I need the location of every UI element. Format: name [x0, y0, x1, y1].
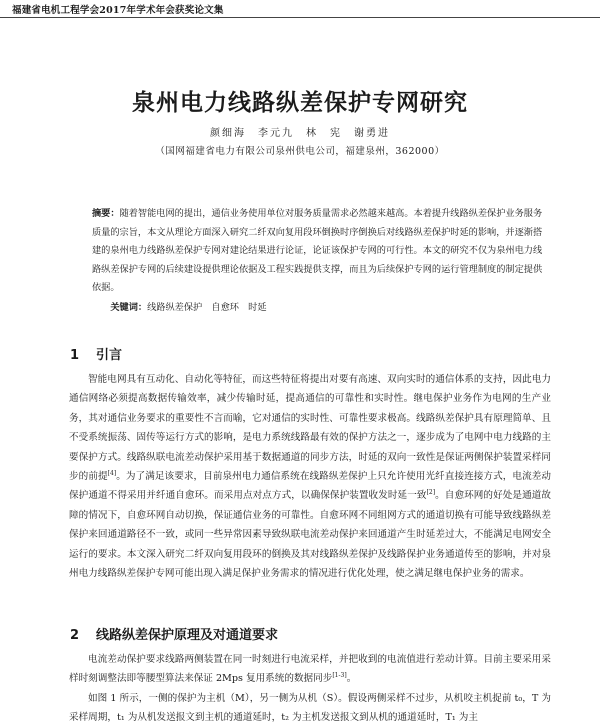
- intro-text-3: 。自愈环网的好处是通道故障的情况下，自愈环网自动切换，保证通信业务的可靠性。自愈环网不同组网方式的通道切换有可能导致线路纵差保护来回通道路径不一致，或同一些异常因素导致纵联电流差动保护来回通道产生时延差过大，不能满足电网安全运行的要求。本文深入研究二纤双向复用段环的倒换及其对线路纵差保护及线路保护业务通道传至的影响，并对泉州电力线路纵差保护专网可能出现入满足保护业务需求的情况进行优化处理，使之满足继电保护业务的需求。: [69, 490, 552, 580]
- intro-text-2: 。为了满足该要求，目前泉州电力通信系统在线路纵差保护上只允许使用光纤直接连接方式，电流差动保护通道不得采用并纤通自愈环。而采用点对点方式，以确保保护装置收发时延一致: [69, 471, 552, 502]
- section-title-text: 引言: [96, 348, 123, 363]
- section-title-text: 线路纵差保护原理及对通道要求: [96, 628, 279, 643]
- paper-title: 泉州电力线路纵差保护专网研究: [132, 89, 468, 116]
- section-number: 2: [70, 628, 80, 643]
- section-heading-principle: [70, 624, 278, 643]
- affiliation: （国网福建省电力有限公司泉州供电公司，福建泉州，362000）: [155, 146, 445, 157]
- running-header: 福建省电机工程学会2017年学术年会获奖论文集: [12, 5, 224, 16]
- principle-text-1: 电流差动保护要求线路两侧装置在同一时刻进行电流采样，并把收到的电流值进行差动计算。目前主要采用采样时刻调整法即等腰型算法来保证 2Mps 复用系统的数据同步: [69, 654, 551, 685]
- citation: [2]: [426, 489, 436, 497]
- citation: [4]: [107, 469, 117, 477]
- principle-paragraph-2: 如图 1 所示，一侧的保护为主机（M），另一侧为从机（S）。假设两侧采样不过步，从机咬主机捉前 t₀，T 为采样周期，t₁ 为从机发送报文到主机的通道延时，t₂ 为主机发送报文到从机的通道延时，T₁ 为主: [69, 693, 551, 724]
- principle-text-2: 。: [346, 673, 357, 685]
- principle-paragraph-1: [69, 650, 551, 689]
- keywords: [92, 299, 547, 313]
- intro-text-1: 智能电网具有互动化、自动化等特征，而这些特征将提出对要有高速、双向实时的通信体系的支持，因此电力通信网络必须提高数据传输效率，减少传输时延，提高通信的可靠性和实时性。继电保护业务作为电网的生产业务，其对通信业务要求的重要性不言而喻，它对通信的实时性、可靠性要求极高。线路纵差保护具有原理简单、且不受系统振荡、固传等运行方式的影响，是电力系统线路最有效的保护方法之一，逐步成为了电网中电力线路的主要保护方式。线路纵联电流差动保护采用基于数据通道的同步方法，时延的双向一致性是保证两侧保护装置采样同步的前提: [69, 374, 551, 483]
- section-number: 1: [70, 348, 80, 363]
- abstract-text: 随着智能电网的提出，通信业务使用单位对服务质量需求必然越来越高。本着提升线路纵差保护业务服务质量的宗旨，本文从理论方面深入研究二纤双向复用段环倒换时序倒换后对线路纵差保护时延的影响，并逐渐搭建的泉州电力线路纵差保护专网对建论结果进行论证，论证该保护专网的可行性。本文的研究不仅为泉州电力线路纵差保护专网的后续建设提供理论依据及工程实践提供支撑，而且为后续保护专网的运行管理制度的制定提供依据。: [92, 208, 543, 293]
- citation: [1-3]: [332, 672, 347, 680]
- author-list: 颜细海 李元九 林 宪 谢勇进: [210, 128, 390, 139]
- header-rule: [0, 17, 600, 18]
- abstract-label: 摘要：: [92, 208, 120, 219]
- intro-paragraph: [69, 370, 551, 583]
- abstract: [92, 205, 547, 298]
- keywords-text: 线路纵差保护 自愈环 时延: [147, 302, 267, 313]
- keywords-label: 关键词：: [110, 302, 148, 313]
- section-heading-intro: [70, 344, 122, 363]
